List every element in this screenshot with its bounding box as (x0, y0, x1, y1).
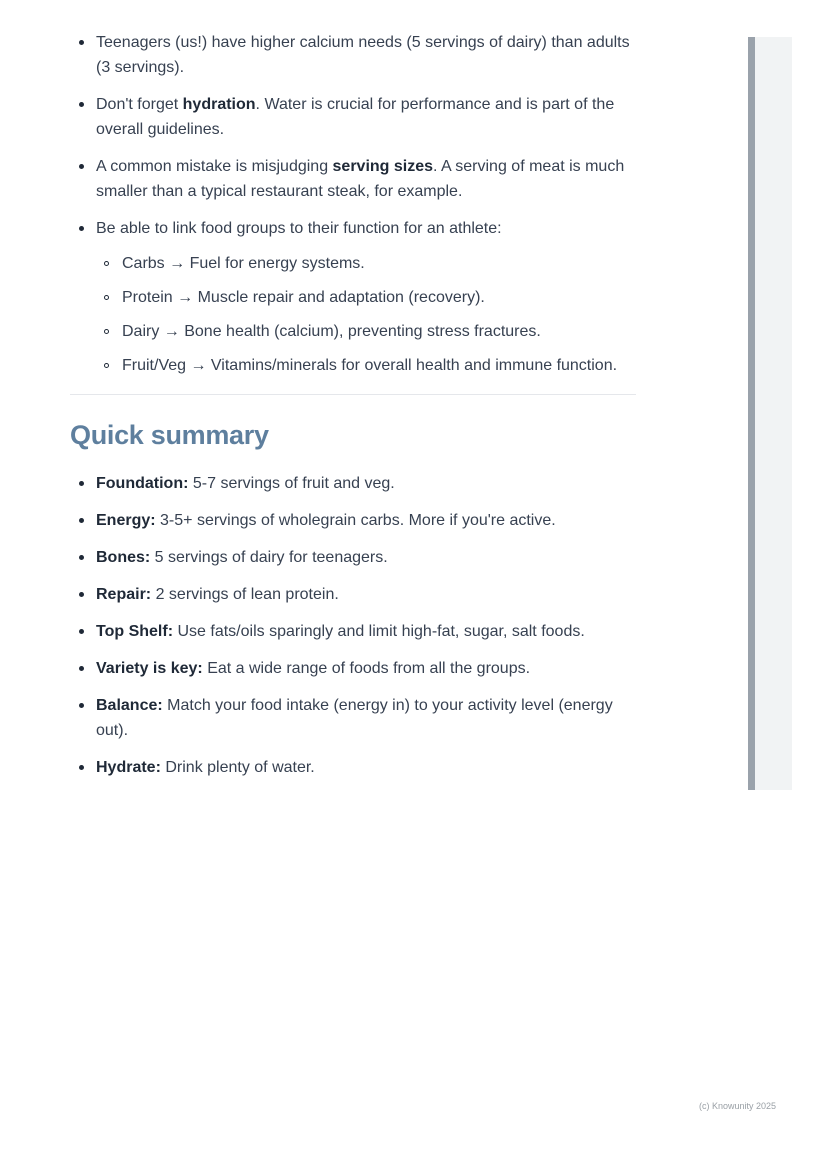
list-item-text (96, 656, 636, 681)
bold-text: serving sizes (332, 158, 434, 175)
text: A common mistake is misjudging (96, 158, 333, 175)
bullet-icon (79, 518, 84, 523)
list-item-text (96, 216, 636, 241)
list-item (70, 92, 636, 142)
list-item (70, 656, 636, 681)
list-item-text (96, 154, 636, 204)
list-item (70, 582, 636, 607)
text: . A serving of meat is much smaller than a typical restaurant steak, for example. (96, 158, 625, 200)
circle-bullet-icon (104, 363, 109, 368)
bullet-icon (79, 592, 84, 597)
section-heading: Quick summary (70, 420, 269, 450)
circle-bullet-icon (104, 329, 109, 334)
list-item (70, 30, 636, 80)
bold-text: Balance: (96, 697, 163, 714)
sub-list-item (96, 285, 636, 310)
list-item (70, 154, 636, 204)
bullet-icon (79, 481, 84, 486)
sub-list-item-text: Protein → Muscle repair and adaptation (recovery). (122, 289, 485, 306)
text: Use fats/oils sparingly and limit high-fat, sugar, salt foods. (173, 623, 585, 640)
section-divider (70, 394, 636, 395)
circle-bullet-icon (104, 261, 109, 266)
bold-text: Variety is key: (96, 660, 203, 677)
sub-list-item (96, 251, 636, 276)
sub-list-item-text: Carbs → Fuel for energy systems. (122, 255, 365, 272)
list-item-text (96, 582, 636, 607)
bullet-icon (79, 666, 84, 671)
list-item-text (96, 619, 636, 644)
list-item-text (96, 92, 636, 142)
list-item (70, 619, 636, 644)
bold-text: Foundation: (96, 475, 189, 492)
text: 5-7 servings of fruit and veg. (188, 475, 395, 492)
list-item-text (96, 693, 636, 743)
sub-list (96, 251, 636, 378)
bold-text: Hydrate: (96, 759, 161, 776)
scrollbar-track[interactable] (755, 37, 792, 790)
bold-text: Energy: (96, 512, 156, 529)
text: Match your food intake (energy in) to your activity level (energy out). (96, 697, 613, 739)
text: Don't forget (96, 96, 183, 113)
bullet-icon (79, 226, 84, 231)
text: Be able to link food groups to their function for an athlete: (96, 220, 502, 237)
sub-list-item-text: Dairy → Bone health (calcium), preventing stress fractures. (122, 323, 541, 340)
list-item-text (96, 30, 636, 80)
bullet-icon (79, 629, 84, 634)
bullet-icon (79, 555, 84, 560)
list-item (70, 693, 636, 743)
bold-text: Bones: (96, 549, 151, 566)
list-item (70, 545, 636, 570)
text: 2 servings of lean protein. (151, 586, 339, 603)
bullet-icon (79, 703, 84, 708)
text: 5 servings of dairy for teenagers. (150, 549, 388, 566)
list-item-text (96, 755, 636, 780)
list-item (70, 755, 636, 780)
key-points-list (70, 30, 636, 378)
list-item-text (96, 545, 636, 570)
text: Teenagers (us!) have higher calcium needs (5 servings of dairy) than adults (3 servings). (96, 34, 630, 76)
text: 3-5+ servings of wholegrain carbs. More if you're active. (155, 512, 556, 529)
footer-credit: (c) Knowunity 2025 (698, 1101, 776, 1111)
text: Eat a wide range of foods from all the groups. (202, 660, 531, 677)
list-item-text (96, 471, 636, 496)
list-item-text (96, 508, 636, 533)
bold-text: Repair: (96, 586, 152, 603)
text: . Water is crucial for performance and is part of the overall guidelines. (96, 96, 615, 138)
sub-list-item (96, 319, 636, 344)
document-body (70, 30, 636, 792)
list-item (70, 508, 636, 533)
bold-text: hydration (182, 96, 256, 113)
bullet-icon (79, 164, 84, 169)
scrollbar-thumb[interactable] (748, 37, 755, 790)
text: Drink plenty of water. (160, 759, 315, 776)
sub-list-item-text: Fruit/Veg → Vitamins/minerals for overall health and immune function. (122, 357, 618, 374)
bullet-icon (79, 102, 84, 107)
sub-list-item (96, 353, 636, 378)
bullet-icon (79, 40, 84, 45)
circle-bullet-icon (104, 295, 109, 300)
list-item (70, 471, 636, 496)
bullet-icon (79, 765, 84, 770)
list-item (70, 216, 636, 378)
summary-list (70, 471, 636, 780)
bold-text: Top Shelf: (96, 623, 174, 640)
